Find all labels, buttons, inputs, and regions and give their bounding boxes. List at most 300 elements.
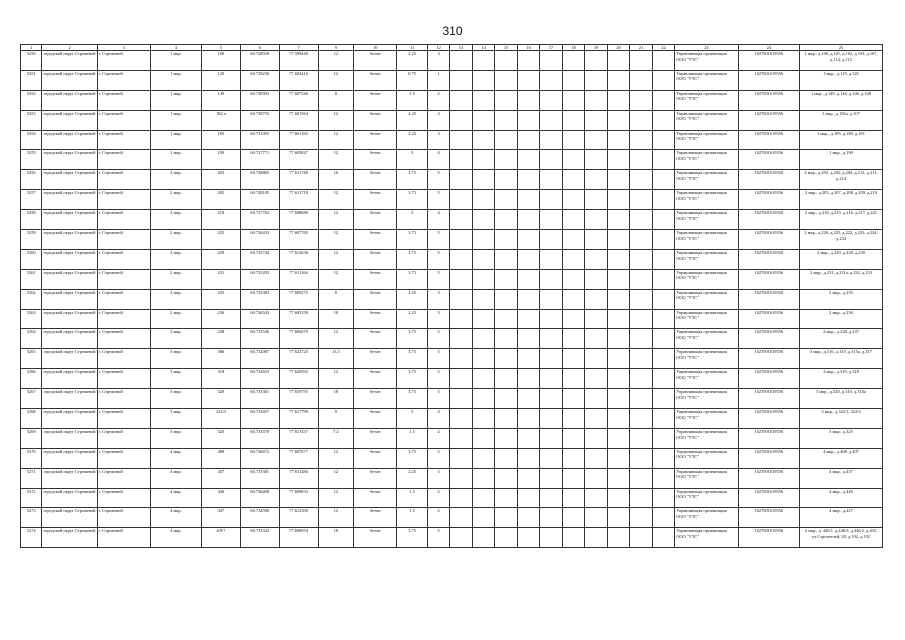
table-cell-c15 (495, 230, 517, 250)
table-cell-c15 (495, 508, 517, 528)
table-cell-c9: 9 (318, 409, 354, 429)
table-row (21, 230, 883, 250)
table-cell-c9: 12 (318, 468, 354, 488)
table-cell-c10: бетон (354, 230, 397, 250)
table-cell-c5: 149 (201, 90, 240, 110)
table-cell-c7: 77.622725 (279, 349, 318, 369)
table-cell-c25: 4 мкр., д.446 (799, 488, 882, 508)
table-cell-c1: 5253 (21, 110, 42, 130)
table-cell-c21 (630, 249, 652, 269)
table-cell-c19 (585, 110, 607, 130)
table-cell-c21 (630, 289, 652, 309)
table-cell-c13 (450, 369, 472, 389)
table-cell-c20 (607, 488, 629, 508)
table-cell-c10: бетон (354, 70, 397, 90)
table-cell-c11: 3.75 (397, 269, 428, 289)
table-cell-c21 (630, 409, 652, 429)
column-number-header: 13 (450, 45, 472, 51)
table-cell-c20 (607, 309, 629, 329)
table-cell-c6: 60.725383 (240, 289, 279, 309)
table-cell-c18 (562, 468, 584, 488)
table-cell-c19 (585, 389, 607, 409)
table-cell-c12: 4 (427, 210, 449, 230)
table-cell-c12: 5 (427, 329, 449, 349)
table-cell-c1: 5268 (21, 409, 42, 429)
table-cell-c2: городской округ Стрежевой (42, 269, 97, 289)
table-cell-c5: 236 (201, 309, 240, 329)
table-cell-c18 (562, 289, 584, 309)
table-cell-c23: Управляющая организация ООО "УТС" (675, 409, 738, 429)
table-cell-c2: городской округ Стрежевой (42, 110, 97, 130)
table-cell-c13 (450, 309, 472, 329)
table-cell-c13 (450, 130, 472, 150)
table-cell-c9: 12 (318, 329, 354, 349)
table-cell-c11: 2.25 (397, 51, 428, 71)
table-cell-c1: 5272 (21, 488, 42, 508)
table-cell-c23: Управляющая организация ООО "УТС" (675, 70, 738, 90)
table-cell-c2: городской округ Стрежевой (42, 389, 97, 409)
table-cell-c5: 235 (201, 289, 240, 309)
table-cell-c13 (450, 190, 472, 210)
page-number: 310 (442, 24, 463, 38)
table-cell-c9: 8 (318, 289, 354, 309)
table-cell-c5: 320 (201, 389, 240, 409)
table-row (21, 528, 883, 548)
table-cell-c4: 4 мкр. (150, 488, 201, 508)
table-cell-c7: 77.620392 (279, 369, 318, 389)
table-cell-c11: 2.25 (397, 309, 428, 329)
table-cell-c10: бетон (354, 90, 397, 110)
table-cell-c25: 2 мкр., д.229, д.228, д.230 (799, 249, 882, 269)
table-cell-c5: 185 (201, 130, 240, 150)
table-cell-c22 (652, 528, 674, 548)
table-cell-c18 (562, 508, 584, 528)
table-cell-c25: 2 мкр., д.226, д.225, д.222, д.223, д.224, д.234 (799, 230, 882, 250)
table-cell-c10: бетон (354, 190, 397, 210)
table-cell-c7: 77.599440 (279, 51, 318, 71)
table-cell-c11: 1.5 (397, 428, 428, 448)
table-cell-c16 (517, 150, 539, 170)
table-cell-c23: Управляющая организация ООО "УТС" (675, 329, 738, 349)
table-cell-c23: Управляющая организация ООО "УТС" (675, 269, 738, 289)
table-cell-c22 (652, 90, 674, 110)
table-cell-c21 (630, 488, 652, 508)
table-cell-c14 (472, 210, 494, 230)
table-cell-c15 (495, 528, 517, 548)
table-row (21, 249, 883, 269)
table-cell-c3: г. Стрежевой (97, 448, 150, 468)
table-cell-c6: 60.733457 (240, 409, 279, 429)
table-cell-c23: Управляющая организация ООО "УТС" (675, 428, 738, 448)
table-cell-c19 (585, 309, 607, 329)
table-cell-c18 (562, 190, 584, 210)
table-cell-c1: 5264 (21, 329, 42, 349)
table-cell-c12: 5 (427, 389, 449, 409)
table-cell-c13 (450, 428, 472, 448)
table-cell-c18 (562, 210, 584, 230)
table-cell-c7: 77.613718 (279, 190, 318, 210)
column-number-header: 9 (318, 45, 354, 51)
table-cell-c10: бетон (354, 468, 397, 488)
table-cell-c11: 3.75 (397, 528, 428, 548)
table-cell-c18 (562, 90, 584, 110)
column-number-header: 15 (495, 45, 517, 51)
table-cell-c20 (607, 448, 629, 468)
table-cell-c4: 2 мкр. (150, 329, 201, 349)
table-cell-c21 (630, 150, 652, 170)
table-cell-c20 (607, 90, 629, 110)
table-cell-c25: 1 мкр., д.100, д.101, д.102, д.103, д.107, д.114, д.115 (799, 51, 882, 71)
table-cell-c19 (585, 51, 607, 71)
table-cell-c12: 3 (427, 110, 449, 130)
table-cell-c5: 190 (201, 150, 240, 170)
table-cell-c21 (630, 110, 652, 130)
table-cell-c4: 1 мкр. (150, 51, 201, 71)
table-cell-c11: 2.25 (397, 130, 428, 150)
table-cell-c23: Управляющая организация ООО "УТС" (675, 289, 738, 309)
table-cell-c19 (585, 130, 607, 150)
table-cell-c7: 77.601182 (279, 130, 318, 150)
table-cell-c1: 5274 (21, 528, 42, 548)
table-cell-c1: 5252 (21, 90, 42, 110)
table-cell-c18 (562, 170, 584, 190)
table-cell-c23: Управляющая организация ООО "УТС" (675, 369, 738, 389)
table-cell-c5: 437 (201, 468, 240, 488)
table-cell-c5: 238 (201, 329, 240, 349)
table-cell-c23: Управляющая организация ООО "УТС" (675, 508, 738, 528)
table-cell-c17 (540, 230, 562, 250)
table-cell-c4: 2 мкр. (150, 249, 201, 269)
table-cell-c25: 2 мкр., д.218, д.215, д.216, д.217, д.221 (799, 210, 882, 230)
table-cell-c15 (495, 90, 517, 110)
table-cell-c17 (540, 488, 562, 508)
table-cell-c22 (652, 210, 674, 230)
table-cell-c13 (450, 70, 472, 90)
table-cell-c3: г. Стрежевой (97, 468, 150, 488)
table-cell-c11: 3.75 (397, 389, 428, 409)
table-cell-c14 (472, 389, 494, 409)
table-cell-c4: 2 мкр. (150, 190, 201, 210)
table-cell-c5: 447 (201, 508, 240, 528)
table-cell-c7: 77.601564 (279, 110, 318, 130)
table-cell-c17 (540, 409, 562, 429)
table-cell-c22 (652, 150, 674, 170)
table-cell-c6: 60.730993 (240, 90, 279, 110)
table-cell-c17 (540, 269, 562, 289)
table-cell-c24: 1027001619556 (738, 468, 799, 488)
table-cell-c15 (495, 389, 517, 409)
table-cell-c23: Управляющая организация ООО "УТС" (675, 389, 738, 409)
table-cell-c6: 60.725205 (240, 269, 279, 289)
table-cell-c18 (562, 130, 584, 150)
table-cell-c4: 3 мкр. (150, 389, 201, 409)
column-number-header: 14 (472, 45, 494, 51)
table-cell-c16 (517, 51, 539, 71)
table-cell-c21 (630, 130, 652, 150)
table-cell-c6: 60.725744 (240, 249, 279, 269)
table-cell-c23: Управляющая организация ООО "УТС" (675, 90, 738, 110)
table-cell-c17 (540, 249, 562, 269)
table-cell-c24: 1027001619556 (738, 150, 799, 170)
table-cell-c24: 1027001619556 (738, 51, 799, 71)
table-cell-c3: г. Стрежевой (97, 389, 150, 409)
table-cell-c12: 4 (427, 150, 449, 170)
table-cell-c6: 60.735381 (240, 468, 279, 488)
table-row (21, 110, 883, 130)
table-cell-c24: 1027001619556 (738, 349, 799, 369)
table-cell-c13 (450, 210, 472, 230)
column-number-header: 2 (42, 45, 97, 51)
table-cell-c14 (472, 349, 494, 369)
table-cell-c25: 2 мкр., д.235 (799, 289, 882, 309)
table-cell-c4: 4 мкр. (150, 508, 201, 528)
table-cell-c5: 4/9/7 (201, 528, 240, 548)
table-cell-c19 (585, 269, 607, 289)
table-cell-c12: 3 (427, 51, 449, 71)
table-cell-c16 (517, 269, 539, 289)
table-cell-c14 (472, 468, 494, 488)
table-cell-c3: г. Стрежевой (97, 488, 150, 508)
table-cell-c10: бетон (354, 369, 397, 389)
table-cell-c25: 2 мкр., д.231, д.231а, д.232, д.233 (799, 269, 882, 289)
column-number-header: 21 (630, 45, 652, 51)
table-cell-c16 (517, 309, 539, 329)
table-cell-c10: бетон (354, 150, 397, 170)
table-cell-c11: 2.25 (397, 468, 428, 488)
table-cell-c22 (652, 468, 674, 488)
table-cell-c10: бетон (354, 428, 397, 448)
table-cell-c19 (585, 488, 607, 508)
table-cell-c6: 60.733342 (240, 528, 279, 548)
table-cell-c20 (607, 170, 629, 190)
table-cell-c10: бетон (354, 309, 397, 329)
table-cell-c3: г. Стрежевой (97, 349, 150, 369)
column-number-header: 22 (652, 45, 674, 51)
table-cell-c13 (450, 448, 472, 468)
table-cell-c15 (495, 349, 517, 369)
table-cell-c9: 12 (318, 369, 354, 389)
table-cell-c9: 13.5 (318, 349, 354, 369)
table-cell-c5: 182 а (201, 110, 240, 130)
table-cell-c20 (607, 528, 629, 548)
table-cell-c16 (517, 349, 539, 369)
table-cell-c20 (607, 329, 629, 349)
table-cell-c14 (472, 409, 494, 429)
table-cell-c4: 3 мкр. (150, 409, 201, 429)
table-cell-c20 (607, 369, 629, 389)
table-cell-c2: городской округ Стрежевой (42, 249, 97, 269)
table-cell-c4: 2 мкр. (150, 230, 201, 250)
table-cell-c3: г. Стрежевой (97, 309, 150, 329)
table-cell-c17 (540, 190, 562, 210)
table-cell-c6: 60.732653 (240, 369, 279, 389)
table-cell-c11: 0.75 (397, 70, 428, 90)
table-cell-c12: 5 (427, 528, 449, 548)
table-cell-c16 (517, 389, 539, 409)
table-cell-c3: г. Стрежевой (97, 230, 150, 250)
table-cell-c21 (630, 170, 652, 190)
table-cell-c16 (517, 428, 539, 448)
table-cell-c25: 3 мкр., д.319, д.318 (799, 369, 882, 389)
table-row (21, 488, 883, 508)
table-cell-c19 (585, 289, 607, 309)
table-cell-c11: 3 (397, 210, 428, 230)
column-number-header: 17 (540, 45, 562, 51)
table-cell-c13 (450, 468, 472, 488)
column-number-header: 23 (675, 45, 738, 51)
table-cell-c13 (450, 269, 472, 289)
table-cell-c1: 5257 (21, 190, 42, 210)
table-cell-c6: 60.728755 (240, 110, 279, 130)
table-cell-c10: бетон (354, 210, 397, 230)
table-cell-c2: городской округ Стрежевой (42, 130, 97, 150)
table-cell-c2: городской округ Стрежевой (42, 289, 97, 309)
table-cell-c12: 2 (427, 488, 449, 508)
table-cell-c24: 1027001619556 (738, 409, 799, 429)
table-cell-c24: 1027001619556 (738, 130, 799, 150)
table-cell-c14 (472, 190, 494, 210)
table-cell-c10: бетон (354, 488, 397, 508)
table-cell-c17 (540, 389, 562, 409)
table-cell-c4: 2 мкр. (150, 210, 201, 230)
table-cell-c7: 77.611286 (279, 468, 318, 488)
table-cell-c25: 1 мкр., д.190 (799, 150, 882, 170)
table-cell-c7: 77.612636 (279, 249, 318, 269)
table-cell-c23: Управляющая организация ООО "УТС" (675, 150, 738, 170)
table-cell-c18 (562, 428, 584, 448)
table-cell-c2: городской округ Стрежевой (42, 369, 97, 389)
table-cell-c9: 12 (318, 448, 354, 468)
table-cell-c15 (495, 409, 517, 429)
table-cell-c21 (630, 230, 652, 250)
table-cell-c22 (652, 110, 674, 130)
table-row (21, 269, 883, 289)
table-cell-c15 (495, 369, 517, 389)
table-cell-c17 (540, 369, 562, 389)
table-cell-c21 (630, 329, 652, 349)
table-cell-c14 (472, 369, 494, 389)
table-cell-c17 (540, 289, 562, 309)
table-cell-c10: бетон (354, 170, 397, 190)
table-cell-c21 (630, 508, 652, 528)
table-cell-c3: г. Стрежевой (97, 130, 150, 150)
table-cell-c6: 60.733301 (240, 389, 279, 409)
table-cell-c7: 77.605027 (279, 150, 318, 170)
table-cell-c6: 60.733570 (240, 428, 279, 448)
table-cell-c23: Управляющая организация ООО "УТС" (675, 349, 738, 369)
table-cell-c6: 60.728865 (240, 170, 279, 190)
table-cell-c11: 3.75 (397, 190, 428, 210)
table-cell-c20 (607, 190, 629, 210)
table-cell-c24: 1027001619556 (738, 70, 799, 90)
table-cell-c25: 1 мкр., д.149, д.144, д.146, д.148 (799, 90, 882, 110)
table-cell-c15 (495, 170, 517, 190)
table-cell-c14 (472, 230, 494, 250)
table-cell-c1: 5259 (21, 230, 42, 250)
table-cell-c16 (517, 170, 539, 190)
table-cell-c1: 5250 (21, 51, 42, 71)
table-cell-c7: 77.603416 (279, 70, 318, 90)
table-cell-c15 (495, 110, 517, 130)
table-cell-c23: Управляющая организация ООО "УТС" (675, 170, 738, 190)
table-cell-c21 (630, 448, 652, 468)
table-cell-c1: 5261 (21, 269, 42, 289)
table-cell-c17 (540, 210, 562, 230)
table-cell-c19 (585, 230, 607, 250)
table-cell-c21 (630, 309, 652, 329)
table-cell-c1: 5273 (21, 508, 42, 528)
table-cell-c2: городской округ Стрежевой (42, 51, 97, 71)
table-cell-c18 (562, 249, 584, 269)
table-cell-c16 (517, 70, 539, 90)
table-cell-c17 (540, 170, 562, 190)
table-cell-c13 (450, 349, 472, 369)
table-cell-c21 (630, 468, 652, 488)
table-cell-c15 (495, 289, 517, 309)
table-row (21, 409, 883, 429)
table-cell-c24: 1027001619556 (738, 170, 799, 190)
table-cell-c24: 1027001619556 (738, 90, 799, 110)
table-cell-c4: 1 мкр. (150, 130, 201, 150)
table-cell-c15 (495, 329, 517, 349)
table-cell-c19 (585, 508, 607, 528)
table-cell-c3: г. Стрежевой (97, 428, 150, 448)
table-cell-c14 (472, 488, 494, 508)
table-cell-c25: 3 мкр., д.322/1, 322/3 (799, 409, 882, 429)
table-cell-c9: 12 (318, 210, 354, 230)
table-cell-c18 (562, 230, 584, 250)
column-number-header: 7 (279, 45, 318, 51)
table-cell-c20 (607, 428, 629, 448)
table-cell-c21 (630, 90, 652, 110)
table-cell-c16 (517, 528, 539, 548)
table-cell-c15 (495, 130, 517, 150)
table-cell-c22 (652, 488, 674, 508)
table-cell-c14 (472, 130, 494, 150)
table-cell-c17 (540, 51, 562, 71)
table-cell-c3: г. Стрежевой (97, 269, 150, 289)
table-cell-c19 (585, 409, 607, 429)
table-cell-c19 (585, 170, 607, 190)
table-cell-c20 (607, 508, 629, 528)
table-cell-c10: бетон (354, 249, 397, 269)
table-cell-c15 (495, 448, 517, 468)
table-cell-c22 (652, 369, 674, 389)
table-cell-c17 (540, 329, 562, 349)
table-cell-c2: городской округ Стрежевой (42, 468, 97, 488)
table-cell-c19 (585, 90, 607, 110)
table-cell-c11: 3.75 (397, 448, 428, 468)
table-cell-c12: 5 (427, 448, 449, 468)
column-number-header: 19 (585, 45, 607, 51)
table-cell-c17 (540, 468, 562, 488)
table-cell-c14 (472, 51, 494, 71)
table-row (21, 448, 883, 468)
column-number-header: 12 (427, 45, 449, 51)
table-cell-c2: городской округ Стрежевой (42, 210, 97, 230)
table-cell-c2: городской округ Стрежевой (42, 409, 97, 429)
table-cell-c12: 1 (427, 70, 449, 90)
table-row (21, 369, 883, 389)
table-cell-c3: г. Стрежевой (97, 70, 150, 90)
table-cell-c16 (517, 210, 539, 230)
table-row (21, 70, 883, 90)
table-cell-c19 (585, 70, 607, 90)
table-cell-c10: бетон (354, 110, 397, 130)
table-cell-c12: 2 (427, 508, 449, 528)
table-cell-c19 (585, 369, 607, 389)
table-row (21, 349, 883, 369)
